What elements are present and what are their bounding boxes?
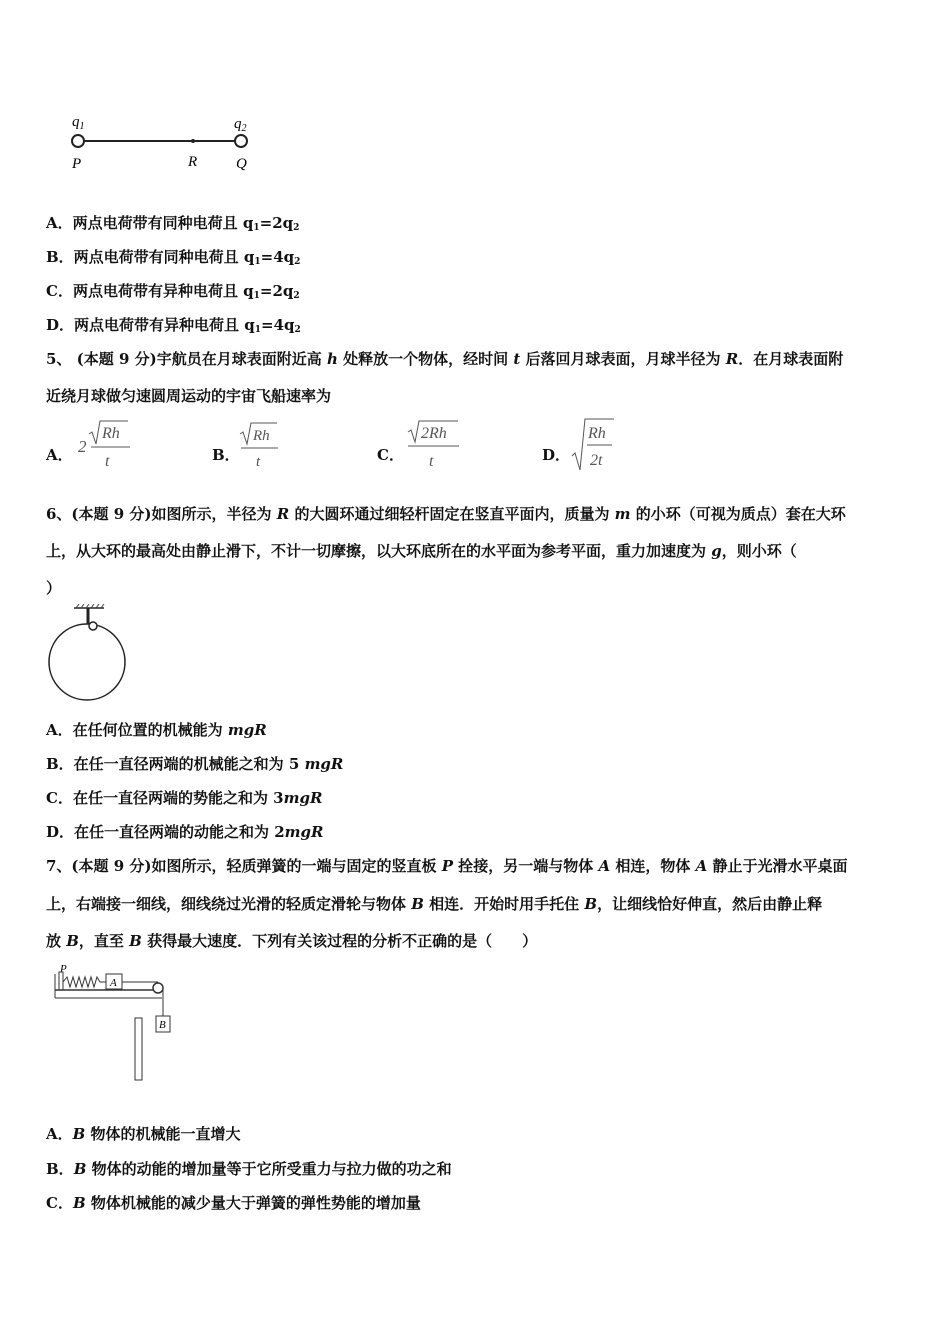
q4-option-b: B．两点电荷带有同种电荷且 $q_1=4q_2$ (46, 248, 301, 267)
plate-p-label: P (60, 963, 67, 975)
q4-option-c: C．两点电荷带有异种电荷且 $q_1=2q_2$ (46, 282, 300, 301)
q5-stem-line1: 5、 (本题 9 分)宇航员在月球表面附近高 h 处释放一个物体，经时间 t 后落回月球表面，月球半径为 R．在月球表面附 (46, 350, 844, 368)
charges-figure (64, 110, 264, 180)
block-b-label: B (159, 1019, 166, 1031)
q5-c-den: t (429, 453, 434, 470)
q5-a-num: Rh (102, 425, 120, 442)
q5-option-c-formula (404, 418, 464, 474)
q7-option-c: C．B 物体机械能的减少量大于弹簧的弹性势能的增加量 (46, 1194, 421, 1212)
q6-stem-line2: 上，从大环的最高处由静止滑下，不计一切摩擦，以大环底所在的水平面为参考平面，重力加速度为 g，则小环（ (46, 542, 797, 560)
q5-d-num: Rh (588, 425, 606, 442)
block-a-label: A (110, 977, 117, 989)
q6-option-c: C．在任一直径两端的势能之和为 3mgR (46, 789, 323, 807)
q5-option-c-letter: C． (377, 446, 404, 464)
q7-stem-line2: 上，右端接一细线，细线绕过光滑的轻质定滑轮与物体 B 相连．开始时用手托住 B，让细线恰好伸直，然后由静止释 (46, 895, 823, 913)
big-ring (49, 624, 125, 700)
q6-option-a: A．在任何位置的机械能为 mgR (46, 721, 267, 739)
pulley (153, 983, 163, 993)
q6-stem-line1: 6、(本题 9 分)如图所示，半径为 R 的大圆环通过细轻杆固定在竖直平面内，质量为 m 的小环（可视为质点）套在大环 (46, 505, 846, 523)
charge-p (72, 135, 84, 147)
q5-option-d-formula (570, 416, 620, 474)
q5-c-num: 2Rh (421, 425, 447, 442)
q5-d-den: 2t (590, 452, 603, 469)
q5-a-den: t (105, 453, 110, 470)
q7-option-a: A．B 物体的机械能一直增大 (46, 1125, 241, 1143)
q6-option-d: D．在任一直径两端的动能之和为 2mgR (46, 823, 324, 841)
q2-label: $q_2$ (234, 116, 247, 134)
p-label: P (72, 156, 82, 172)
ring-figure (44, 604, 130, 702)
q5-b-den: t (256, 454, 261, 470)
q5-option-a-formula (74, 418, 144, 474)
table-leg (135, 1018, 142, 1080)
q7-option-b: B．B 物体的动能的增加量等于它所受重力与拉力做的功之和 (46, 1160, 452, 1178)
spring (63, 977, 106, 987)
q5-option-b-letter: B． (212, 446, 240, 464)
q4-option-d: D．两点电荷带有异种电荷且 $q_1=4q_2$ (46, 316, 301, 335)
q5-b-num: Rh (253, 428, 270, 444)
point-r (191, 139, 195, 143)
q6-option-b: B．在任一直径两端的机械能之和为 5 mgR (46, 755, 344, 773)
q5-stem-line2: 近绕月球做匀速圆周运动的宇宙飞船速率为 (46, 387, 332, 405)
q6-stem-line3: ） (46, 579, 62, 597)
q7-stem-line3: 放 B，直至 B 获得最大速度．下列有关该过程的分析不正确的是（ ） (46, 932, 538, 950)
q4-option-a: A．两点电荷带有同种电荷且 $q_1=2q_2$ (46, 214, 300, 233)
q5-option-b-formula (238, 418, 288, 474)
q1-label: $q_1$ (72, 114, 85, 132)
q5-option-a-letter: A． (46, 446, 73, 464)
q-label: Q (236, 156, 247, 172)
q5-a-coef: 2 (78, 437, 87, 456)
charge-q (235, 135, 247, 147)
r-label: R (188, 154, 198, 170)
small-ring (89, 622, 97, 630)
q7-stem-line1: 7、(本题 9 分)如图所示，轻质弹簧的一端与固定的竖直板 P 拴接，另一端与物体 A 相连，物体 A 静止于光滑水平桌面 (46, 857, 848, 875)
spring-figure (50, 960, 180, 1084)
q5-option-d-letter: D． (542, 446, 571, 464)
